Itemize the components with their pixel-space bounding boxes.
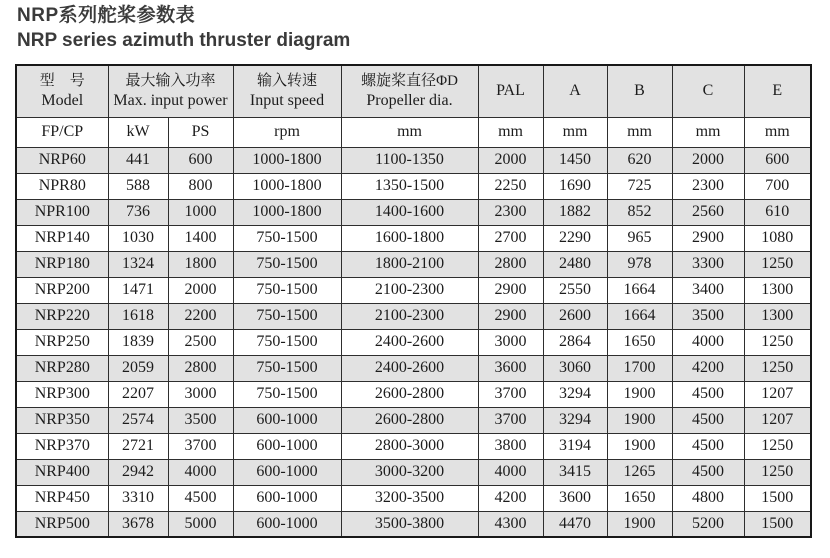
cell-c: 4800 <box>672 485 744 511</box>
cell-pal: 4000 <box>478 459 543 485</box>
cell-max-power-kw: 1839 <box>108 329 168 355</box>
cell-c: 4500 <box>672 433 744 459</box>
cell-c: 4500 <box>672 381 744 407</box>
cell-max-power-kw: 2574 <box>108 407 168 433</box>
col-header-propeller-zh: 螺旋桨直径ΦD <box>361 73 458 90</box>
cell-input-speed: 1000-1800 <box>233 173 341 199</box>
units-row <box>16 117 811 147</box>
cell-c: 2000 <box>672 147 744 173</box>
cell-model: NRP370 <box>16 433 108 459</box>
cell-propeller-dia: 2400-2600 <box>341 329 478 355</box>
cell-b: 1650 <box>607 329 672 355</box>
table-row <box>16 225 811 251</box>
cell-max-power-kw: 3678 <box>108 511 168 537</box>
cell-propeller-dia: 3500-3800 <box>341 511 478 537</box>
cell-b: 620 <box>607 147 672 173</box>
table-row <box>16 381 811 407</box>
unit-c: mm <box>672 117 744 147</box>
cell-max-power-ps: 3500 <box>168 407 233 433</box>
cell-c: 2300 <box>672 173 744 199</box>
cell-b: 1900 <box>607 433 672 459</box>
cell-model: NRP180 <box>16 251 108 277</box>
cell-a: 4470 <box>543 511 607 537</box>
cell-max-power-ps: 800 <box>168 173 233 199</box>
table-row <box>16 147 811 173</box>
table-row <box>16 407 811 433</box>
cell-propeller-dia: 1100-1350 <box>341 147 478 173</box>
title-english: NRP series azimuth thruster diagram <box>17 30 351 51</box>
cell-max-power-kw: 3310 <box>108 485 168 511</box>
cell-model: NRP250 <box>16 329 108 355</box>
cell-a: 3600 <box>543 485 607 511</box>
cell-model: NRP200 <box>16 277 108 303</box>
cell-b: 1900 <box>607 511 672 537</box>
cell-input-speed: 750-1500 <box>233 277 341 303</box>
cell-propeller-dia: 2600-2800 <box>341 407 478 433</box>
cell-input-speed: 750-1500 <box>233 355 341 381</box>
page <box>0 3 830 538</box>
cell-max-power-ps: 600 <box>168 147 233 173</box>
cell-pal: 2700 <box>478 225 543 251</box>
col-header-speed-zh: 输入转速 <box>257 73 318 90</box>
cell-b: 1265 <box>607 459 672 485</box>
cell-propeller-dia: 1600-1800 <box>341 225 478 251</box>
thruster-parameters-table <box>15 64 812 538</box>
cell-b: 725 <box>607 173 672 199</box>
table-row <box>16 199 811 225</box>
cell-e: 1500 <box>744 511 811 537</box>
cell-max-power-ps: 1400 <box>168 225 233 251</box>
unit-a: mm <box>543 117 607 147</box>
cell-propeller-dia: 2100-2300 <box>341 277 478 303</box>
cell-input-speed: 1000-1800 <box>233 199 341 225</box>
col-header-c: C <box>672 65 744 117</box>
cell-a: 2864 <box>543 329 607 355</box>
col-header-b: B <box>607 65 672 117</box>
cell-c: 3300 <box>672 251 744 277</box>
cell-b: 1700 <box>607 355 672 381</box>
cell-max-power-kw: 588 <box>108 173 168 199</box>
col-header-propeller-dia <box>341 65 478 117</box>
cell-a: 3415 <box>543 459 607 485</box>
table-row <box>16 251 811 277</box>
unit-ps: PS <box>168 117 233 147</box>
cell-a: 1450 <box>543 147 607 173</box>
cell-c: 4500 <box>672 459 744 485</box>
col-header-max-input-power <box>108 65 233 117</box>
cell-e: 1250 <box>744 355 811 381</box>
col-header-propeller-en: Propeller dia. <box>366 92 453 110</box>
cell-propeller-dia: 1350-1500 <box>341 173 478 199</box>
cell-c: 4500 <box>672 407 744 433</box>
unit-propeller: mm <box>341 117 478 147</box>
cell-c: 4000 <box>672 329 744 355</box>
cell-max-power-kw: 2207 <box>108 381 168 407</box>
cell-input-speed: 600-1000 <box>233 407 341 433</box>
cell-a: 2550 <box>543 277 607 303</box>
cell-propeller-dia: 3000-3200 <box>341 459 478 485</box>
cell-max-power-ps: 3700 <box>168 433 233 459</box>
title-chinese: NRP系列舵桨参数表 <box>17 5 196 26</box>
cell-pal: 3000 <box>478 329 543 355</box>
cell-model: NRP450 <box>16 485 108 511</box>
cell-input-speed: 750-1500 <box>233 251 341 277</box>
cell-b: 852 <box>607 199 672 225</box>
unit-kw: kW <box>108 117 168 147</box>
cell-input-speed: 600-1000 <box>233 433 341 459</box>
unit-model: FP/CP <box>16 117 108 147</box>
col-header-power-zh: 最大输入功率 <box>125 73 216 90</box>
cell-max-power-kw: 441 <box>108 147 168 173</box>
cell-input-speed: 750-1500 <box>233 303 341 329</box>
cell-input-speed: 1000-1800 <box>233 147 341 173</box>
table-row <box>16 277 811 303</box>
table-row <box>16 459 811 485</box>
cell-model: NPR100 <box>16 199 108 225</box>
cell-max-power-ps: 2800 <box>168 355 233 381</box>
cell-b: 1664 <box>607 277 672 303</box>
cell-e: 1250 <box>744 251 811 277</box>
cell-max-power-kw: 1618 <box>108 303 168 329</box>
cell-pal: 2800 <box>478 251 543 277</box>
cell-max-power-ps: 4000 <box>168 459 233 485</box>
table-body <box>16 147 811 537</box>
cell-pal: 3700 <box>478 407 543 433</box>
cell-propeller-dia: 2100-2300 <box>341 303 478 329</box>
cell-max-power-ps: 1800 <box>168 251 233 277</box>
cell-a: 3294 <box>543 381 607 407</box>
cell-c: 3500 <box>672 303 744 329</box>
cell-max-power-ps: 3000 <box>168 381 233 407</box>
col-header-speed-en: Input speed <box>249 92 325 110</box>
cell-max-power-kw: 1324 <box>108 251 168 277</box>
col-header-a: A <box>543 65 607 117</box>
cell-model: NRP60 <box>16 147 108 173</box>
cell-a: 1690 <box>543 173 607 199</box>
cell-e: 1300 <box>744 277 811 303</box>
cell-propeller-dia: 1400-1600 <box>341 199 478 225</box>
cell-e: 1207 <box>744 381 811 407</box>
cell-e: 700 <box>744 173 811 199</box>
cell-e: 600 <box>744 147 811 173</box>
cell-b: 1900 <box>607 381 672 407</box>
cell-input-speed: 750-1500 <box>233 381 341 407</box>
cell-propeller-dia: 1800-2100 <box>341 251 478 277</box>
cell-e: 1500 <box>744 485 811 511</box>
cell-propeller-dia: 2800-3000 <box>341 433 478 459</box>
col-header-model-en: Model <box>41 92 84 110</box>
unit-e: mm <box>744 117 811 147</box>
cell-pal: 4300 <box>478 511 543 537</box>
cell-b: 1650 <box>607 485 672 511</box>
cell-e: 1250 <box>744 433 811 459</box>
cell-e: 1300 <box>744 303 811 329</box>
cell-pal: 2300 <box>478 199 543 225</box>
col-header-input-speed <box>233 65 341 117</box>
cell-model: NPR80 <box>16 173 108 199</box>
cell-a: 2290 <box>543 225 607 251</box>
cell-c: 3400 <box>672 277 744 303</box>
cell-c: 2900 <box>672 225 744 251</box>
table-row <box>16 485 811 511</box>
cell-max-power-ps: 2000 <box>168 277 233 303</box>
table-row <box>16 173 811 199</box>
unit-pal: mm <box>478 117 543 147</box>
cell-model: NRP140 <box>16 225 108 251</box>
cell-pal: 3800 <box>478 433 543 459</box>
cell-e: 1250 <box>744 329 811 355</box>
table-row <box>16 355 811 381</box>
unit-b: mm <box>607 117 672 147</box>
cell-propeller-dia: 2400-2600 <box>341 355 478 381</box>
cell-pal: 2250 <box>478 173 543 199</box>
col-header-e: E <box>744 65 811 117</box>
cell-a: 3194 <box>543 433 607 459</box>
col-header-model <box>16 65 108 117</box>
cell-model: NRP280 <box>16 355 108 381</box>
cell-c: 5200 <box>672 511 744 537</box>
cell-pal: 4200 <box>478 485 543 511</box>
cell-pal: 3600 <box>478 355 543 381</box>
cell-input-speed: 600-1000 <box>233 511 341 537</box>
cell-pal: 2000 <box>478 147 543 173</box>
col-header-model-zh: 型 号 <box>39 73 85 90</box>
cell-a: 1882 <box>543 199 607 225</box>
cell-max-power-ps: 2200 <box>168 303 233 329</box>
cell-c: 2560 <box>672 199 744 225</box>
cell-max-power-ps: 5000 <box>168 511 233 537</box>
cell-max-power-kw: 2942 <box>108 459 168 485</box>
cell-e: 1080 <box>744 225 811 251</box>
table-row <box>16 433 811 459</box>
cell-input-speed: 750-1500 <box>233 225 341 251</box>
cell-model: NRP500 <box>16 511 108 537</box>
cell-model: NRP400 <box>16 459 108 485</box>
page-title <box>17 3 830 53</box>
cell-max-power-ps: 2500 <box>168 329 233 355</box>
table-row <box>16 511 811 537</box>
header-row <box>16 65 811 117</box>
cell-input-speed: 600-1000 <box>233 459 341 485</box>
cell-max-power-kw: 736 <box>108 199 168 225</box>
cell-b: 965 <box>607 225 672 251</box>
cell-max-power-kw: 1471 <box>108 277 168 303</box>
cell-max-power-ps: 4500 <box>168 485 233 511</box>
cell-model: NRP300 <box>16 381 108 407</box>
cell-a: 2600 <box>543 303 607 329</box>
cell-max-power-kw: 2059 <box>108 355 168 381</box>
cell-pal: 2900 <box>478 277 543 303</box>
cell-b: 1664 <box>607 303 672 329</box>
cell-c: 4200 <box>672 355 744 381</box>
cell-max-power-kw: 2721 <box>108 433 168 459</box>
col-header-power-en: Max. input power <box>113 92 228 110</box>
cell-b: 1900 <box>607 407 672 433</box>
cell-a: 2480 <box>543 251 607 277</box>
cell-model: NRP220 <box>16 303 108 329</box>
cell-max-power-kw: 1030 <box>108 225 168 251</box>
table-row <box>16 303 811 329</box>
cell-pal: 2900 <box>478 303 543 329</box>
cell-b: 978 <box>607 251 672 277</box>
cell-propeller-dia: 2600-2800 <box>341 381 478 407</box>
cell-input-speed: 600-1000 <box>233 485 341 511</box>
cell-e: 1207 <box>744 407 811 433</box>
cell-a: 3294 <box>543 407 607 433</box>
cell-pal: 3700 <box>478 381 543 407</box>
cell-propeller-dia: 3200-3500 <box>341 485 478 511</box>
table-row <box>16 329 811 355</box>
col-header-pal: PAL <box>478 65 543 117</box>
cell-max-power-ps: 1000 <box>168 199 233 225</box>
cell-e: 610 <box>744 199 811 225</box>
cell-e: 1250 <box>744 459 811 485</box>
cell-model: NRP350 <box>16 407 108 433</box>
unit-rpm: rpm <box>233 117 341 147</box>
cell-a: 3060 <box>543 355 607 381</box>
cell-input-speed: 750-1500 <box>233 329 341 355</box>
